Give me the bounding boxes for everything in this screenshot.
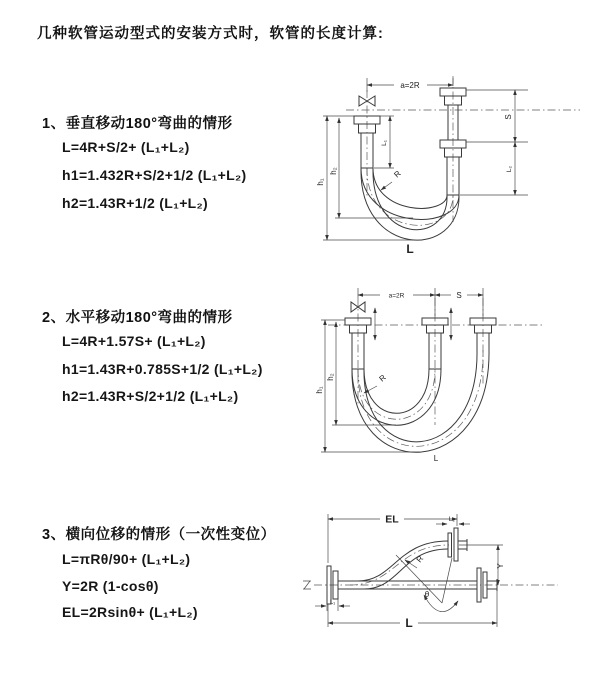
section1-heading: 1、垂直移动180°弯曲的情形 [42,116,233,132]
diagram-lateral-displacement [300,505,595,645]
d1-label-h2: h₂ [329,167,338,175]
d1-centerlines [346,76,580,225]
diagram-vertical-180-bend [310,70,595,260]
d2-label-h2: h₂ [326,373,335,381]
section2-heading: 2、水平移动180°弯曲的情形 [42,310,233,326]
d2-label-r: R [377,372,388,384]
section3-formula-L: L=πRθ/90+ (L₁+L₂) [62,551,191,567]
d1-label-h1: h₁ [316,178,325,186]
d3-label-theta: θ [424,590,430,599]
d2-label-a2r: a=2R [388,292,405,300]
section2-formula-h1: h1=1.43R+0.785S+1/2 (L₁+L₂) [62,361,263,377]
d3-label-l2: L₂ [448,516,456,523]
section2-formula-h2: h2=1.43R+S/2+1/2 (L₁+L₂) [62,388,239,404]
d1-label-l: L [406,242,414,256]
d2-centerlines [328,298,545,446]
d3-label-el: EL [385,513,399,526]
d3-pipes [327,528,497,604]
d1-hose-arcs [361,168,459,240]
section1-formula-h1: h1=1.432R+S/2+1/2 (L₁+L₂) [62,167,247,183]
diagram-horizontal-180-bend [310,280,595,465]
d2-hose-arcs [352,350,489,452]
section1-formula-L: L=4R+S/2+ (L₁+L₂) [62,139,190,155]
d3-centerlines [314,545,558,585]
d2-label-h1: h₁ [315,386,324,394]
d3-label-l1: L₁ [329,600,336,606]
d2-label-s: S [456,291,462,300]
d1-label-a2r: a=2R [400,81,420,90]
page-title: 几种软管运动型式的安装方式时，软管的长度计算: [37,26,384,42]
section1-formula-h2: h2=1.43R+1/2 (L₁+L₂) [62,195,209,211]
d3-label-r: R [414,554,426,565]
d3-label-y: Y [496,563,505,569]
d2-label-l: L [433,454,439,463]
d1-label-r: R [392,168,403,180]
centerline-symbol [303,581,311,589]
d2-pipes [345,318,496,369]
d1-label-s: S [504,114,513,120]
d3-hose-curve [338,541,448,589]
section3-formula-Y: Y=2R (1-cosθ) [62,578,159,594]
d3-label-l: L [405,616,413,630]
section3-formula-EL: EL=2Rsinθ+ (L₁+L₂) [62,604,198,620]
d1-label-l1: L₁ [381,140,388,146]
section2-formula-L: L=4R+1.57S+ (L₁+L₂) [62,333,206,349]
d1-label-l2: L₂ [506,165,513,173]
d1-pipes [354,88,466,195]
section3-heading: 3、横向位移的情形（一次性变位） [42,527,276,543]
